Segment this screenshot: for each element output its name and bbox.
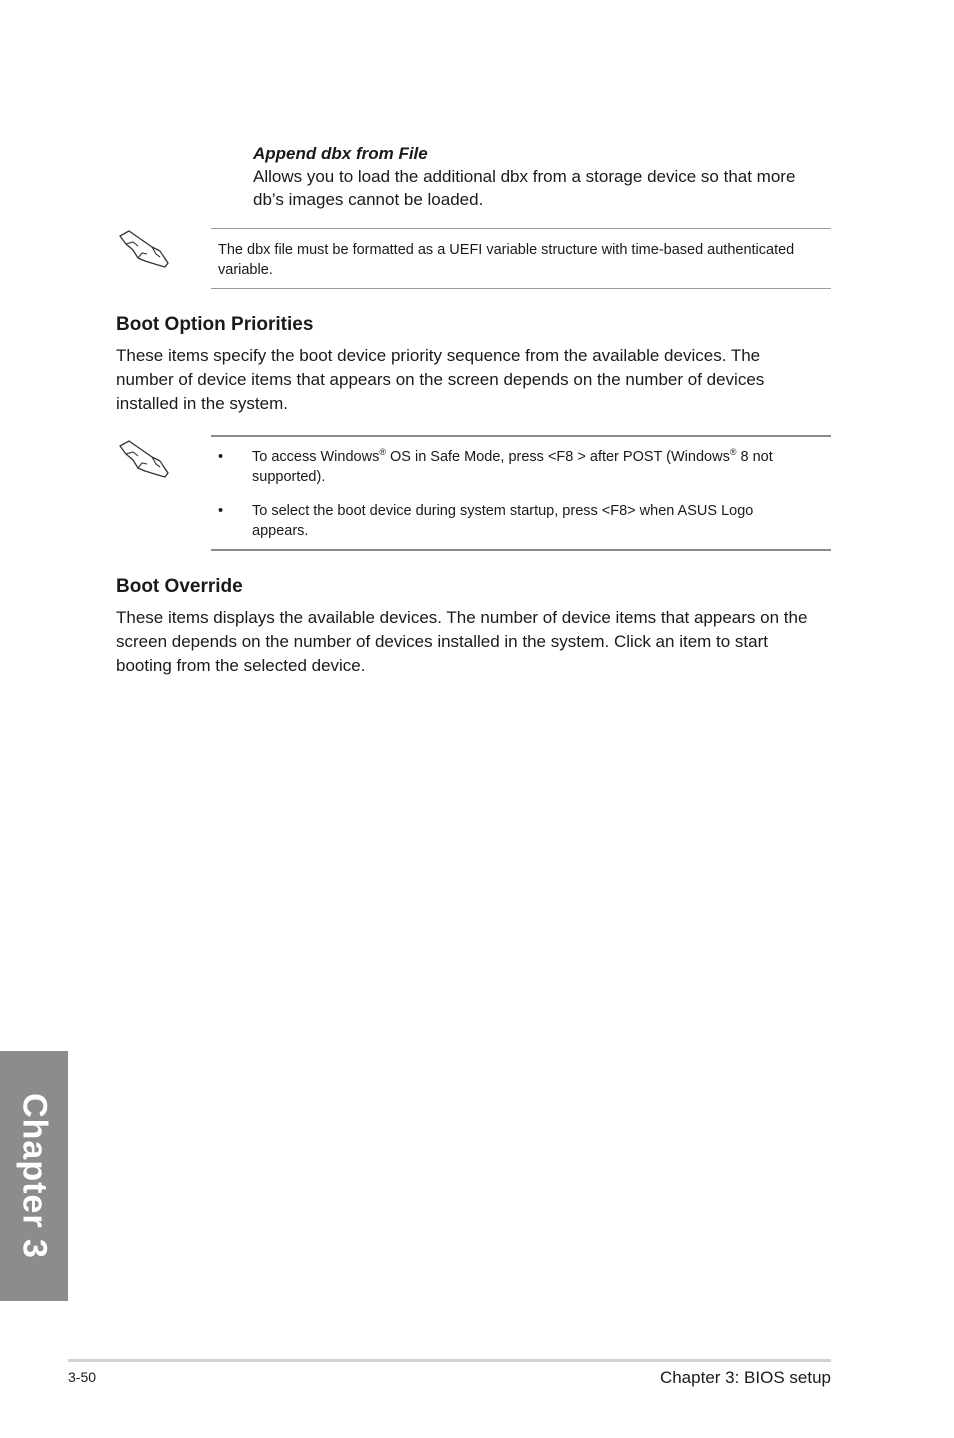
note-bottom-rule — [211, 549, 831, 551]
bullet-text: To select the boot device during system startup, press <F8> when ASUS Logo appears. — [252, 503, 754, 539]
chapter-tab-label: Chapter 3 — [15, 1093, 54, 1259]
section-title-boot-option-priorities: Boot Option Priorities — [116, 314, 314, 335]
bullet-icon: • — [218, 449, 224, 465]
chapter-side-tab — [0, 1051, 68, 1301]
footer-rule — [68, 1359, 831, 1362]
note-bottom-rule — [211, 288, 831, 289]
item-description: Allows you to load the additional dbx from a storage device so that more db’s images cannot be loaded. — [253, 167, 796, 209]
page-number: 3-50 — [68, 1369, 97, 1385]
section-body-boot-option-priorities: These items specify the boot device priority sequence from the available devices. The number of device items that appears on the screen depends on the number of devices installed in the system. — [116, 346, 765, 413]
section-title-boot-override: Boot Override — [116, 576, 243, 597]
item-title: Append dbx from File — [253, 144, 428, 163]
hand-pen-icon — [116, 227, 172, 269]
note-top-rule — [211, 435, 831, 437]
footer-chapter-title: Chapter 3: BIOS setup — [659, 1368, 831, 1387]
section-body-boot-override: These items displays the available devices. The number of device items that appears on the screen depends on the number of devices installed in the system. Click an item to start booting from the selected device. — [116, 608, 808, 675]
bullet-icon: • — [218, 503, 224, 519]
note-top-rule — [211, 228, 831, 229]
bullet-text: To access Windows® OS in Safe Mode, press <F8 > after POST (Windows® 8 not supported). — [252, 447, 773, 485]
note-text: The dbx file must be formatted as a UEFI variable structure with time-based authenticated variable. — [218, 242, 795, 278]
hand-pen-icon — [116, 437, 172, 479]
